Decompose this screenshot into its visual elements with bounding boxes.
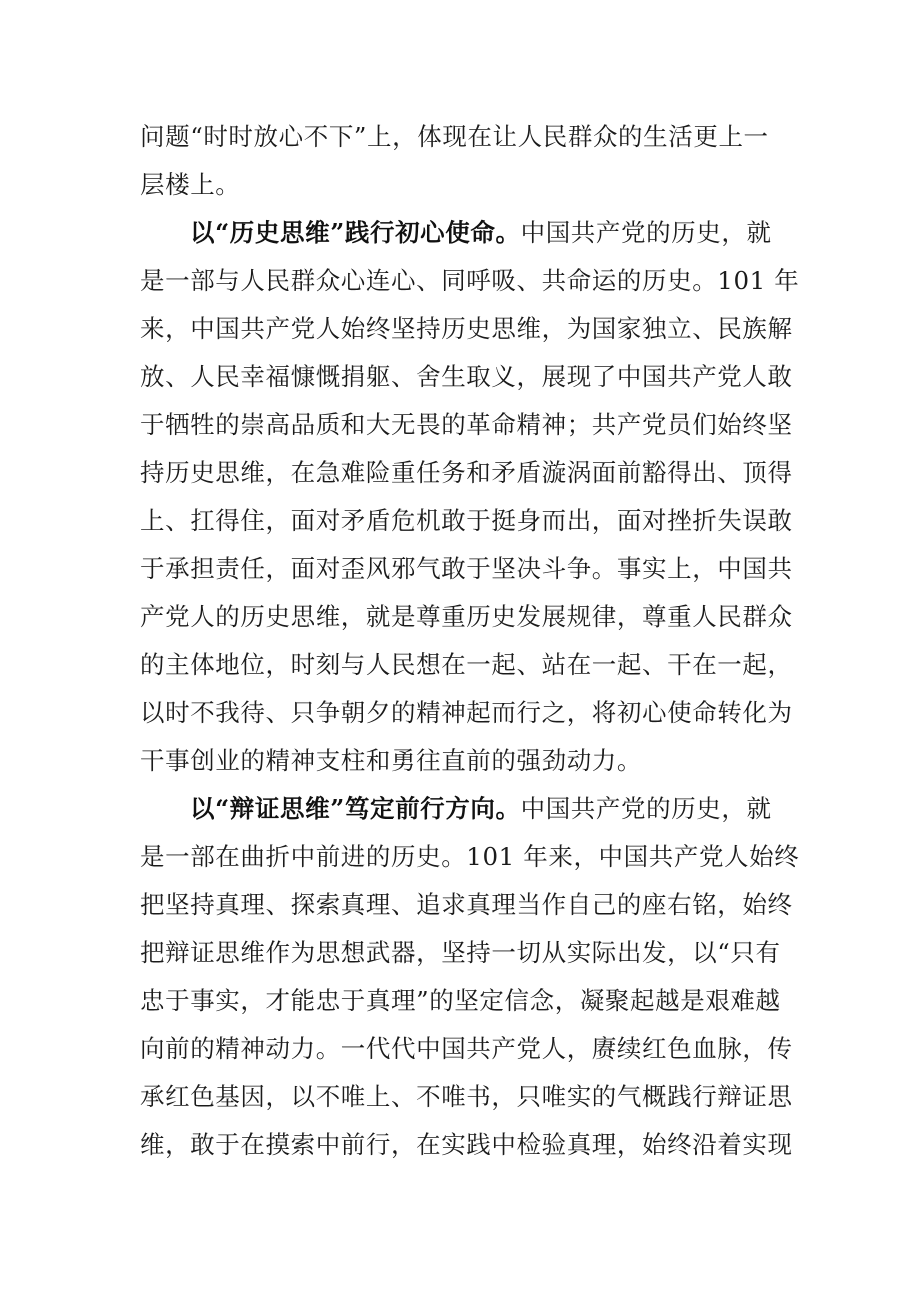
text-line: 持历史思维，在急难险重任务和矛盾漩涡面前豁得出、顶得 (140, 458, 793, 487)
text-line: 于牺牲的崇高品质和大无畏的革命精神；共产党员们始终坚 (140, 410, 793, 439)
text-line: 是一部与人民群众心连心、同呼吸、共命运的历史。101 年 (140, 266, 800, 295)
text-line: 产党人的历史思维，就是尊重历史发展规律，尊重人民群众 (140, 602, 793, 631)
section-1-heading: 以“历史思维”践行初心使命。 (190, 218, 521, 247)
text-line: 放、人民幸福慷慨捐躯、舍生取义，展现了中国共产党人敢 (140, 362, 793, 391)
text-line: 问题“时时放心不下”上，体现在让人民群众的生活更上一 (140, 122, 769, 151)
section-2-heading: 以“辩证思维”笃定前行方向。 (190, 794, 521, 823)
text-line: 以时不我待、只争朝夕的精神起而行之，将初心使命转化为 (140, 698, 793, 727)
text-line: 把坚持真理、探索真理、追求真理当作自己的座右铭，始终 (140, 890, 793, 919)
text-line: 是一部在曲折中前进的历史。101 年来，中国共产党人始终 (140, 842, 800, 871)
section-1-lead-text: 中国共产党的历史，就 (520, 218, 772, 247)
section-2-first-line (190, 793, 772, 825)
text-line: 向前的精神动力。一代代中国共产党人，赓续红色血脉，传 (140, 1034, 793, 1063)
text-line: 层楼上。 (140, 170, 241, 199)
text-line: 干事创业的精神支柱和勇往直前的强劲动力。 (140, 746, 642, 775)
text-line: 来，中国共产党人始终坚持历史思维，为国家独立、民族解 (140, 314, 793, 343)
section-2-lead-text: 中国共产党的历史，就 (520, 794, 772, 823)
section-1-first-line (190, 217, 772, 249)
text-line: 承红色基因，以不唯上、不唯书，只唯实的气概践行辩证思 (140, 1082, 793, 1111)
text-line: 于承担责任，面对歪风邪气敢于坚决斗争。事实上，中国共 (140, 554, 793, 583)
text-line: 的主体地位，时刻与人民想在一起、站在一起、干在一起， (140, 650, 793, 679)
text-line: 维，敢于在摸索中前行，在实践中检验真理，始终沿着实现 (140, 1130, 793, 1159)
text-line: 忠于事实，才能忠于真理”的坚定信念，凝聚起越是艰难越 (140, 986, 781, 1015)
text-line: 把辩证思维作为思想武器，坚持一切从实际出发，以“只有 (140, 938, 781, 967)
text-line: 上、扛得住，面对矛盾危机敢于挺身而出，面对挫折失误敢 (140, 506, 793, 535)
